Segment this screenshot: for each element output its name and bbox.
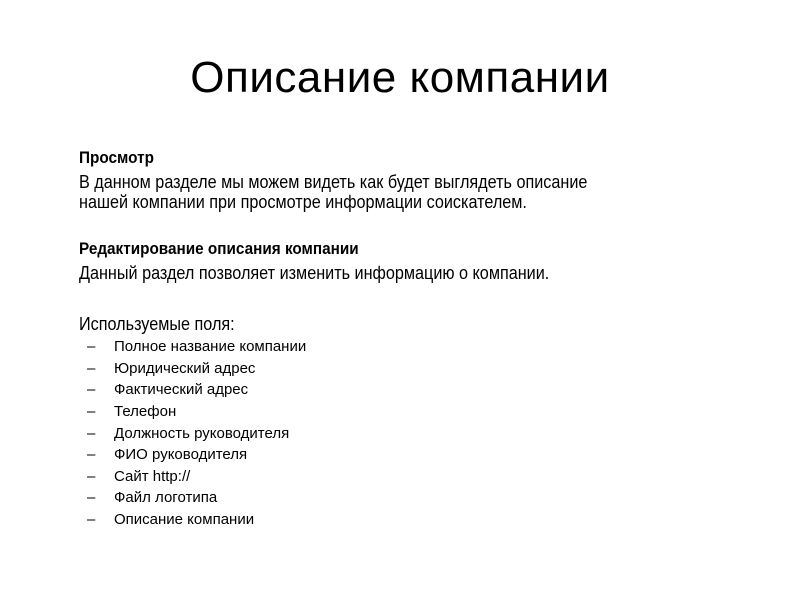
- field-label: Фактический адрес: [114, 381, 249, 399]
- list-item: [87, 487, 306, 509]
- list-item: [87, 444, 306, 466]
- list-item: [87, 358, 306, 380]
- section-text-edit: [79, 263, 549, 283]
- dash-bullet-icon: –: [87, 446, 96, 464]
- text-line: Данный раздел позволяет изменить информацию о компании.: [79, 263, 550, 283]
- fields-label: Используемые поля:: [79, 314, 235, 334]
- field-label: Юридический адрес: [114, 359, 256, 377]
- section-view: [79, 147, 644, 212]
- dash-bullet-icon: –: [87, 424, 96, 442]
- list-item: [87, 422, 306, 444]
- text-line: В данном разделе мы можем видеть как будет выглядеть описание: [79, 172, 588, 192]
- slide-title: Описание компании: [190, 53, 610, 102]
- section-heading-edit: Редактирование описания компании: [79, 239, 359, 258]
- field-list: [87, 336, 306, 530]
- text-line: нашей компании при просмотре информации соискателем.: [79, 192, 527, 212]
- dash-bullet-icon: –: [87, 359, 96, 377]
- dash-bullet-icon: –: [87, 511, 96, 529]
- field-label: Файл логотипа: [114, 489, 218, 507]
- list-item: [87, 401, 306, 423]
- field-label: Полное название компании: [114, 338, 307, 356]
- section-heading-view: Просмотр: [79, 148, 154, 167]
- list-item: [87, 466, 306, 488]
- field-label: Должность руководителя: [114, 424, 290, 442]
- section-text-view: [79, 172, 587, 212]
- field-label: Телефон: [114, 403, 177, 421]
- field-label: Описание компании: [114, 511, 255, 529]
- dash-bullet-icon: –: [87, 467, 96, 485]
- list-item: [87, 336, 306, 358]
- dash-bullet-icon: –: [87, 381, 96, 399]
- field-label: ФИО руководителя: [114, 446, 248, 464]
- dash-bullet-icon: –: [87, 338, 96, 356]
- dash-bullet-icon: –: [87, 489, 96, 507]
- list-item: [87, 509, 306, 531]
- dash-bullet-icon: –: [87, 403, 96, 421]
- field-label: Сайт http://: [114, 467, 191, 485]
- list-item: [87, 379, 306, 401]
- section-edit: [79, 238, 602, 283]
